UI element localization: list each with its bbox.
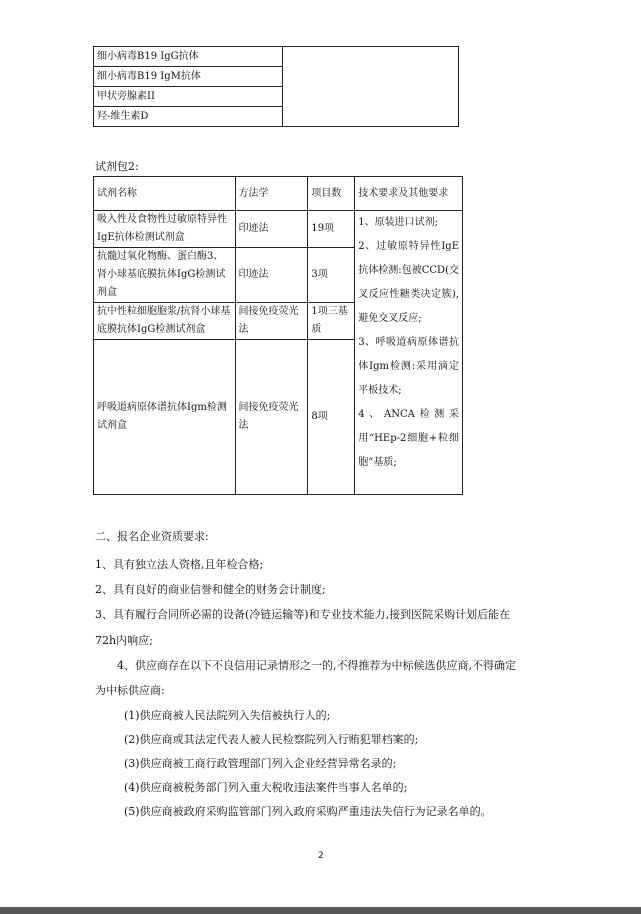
- table-cell: 细小病毒B19 IgM抗体: [94, 67, 283, 87]
- reagent-package-2-table: [93, 176, 463, 495]
- requirement-item: 3、呼吸道病原体谱抗体Igm检测:采用滴定平板技术;: [358, 337, 459, 396]
- table-cell-empty: [282, 47, 459, 127]
- header-count: 项目数: [308, 177, 355, 211]
- package-label: 试剂包2:: [95, 160, 139, 173]
- header-requirements: 技术要求及其他要求: [355, 177, 463, 211]
- reagent-name: 抗髓过氧化物酶、蛋白酶3、肾小球基底膜抗体IgG检测试剂盒: [94, 248, 236, 303]
- reagent-table-continued: [93, 46, 459, 127]
- section-heading: 二、报名企业资质要求:: [95, 530, 209, 543]
- reagent-method: 印迹法: [235, 248, 308, 303]
- table-row: [94, 211, 463, 248]
- reagent-count: 8项: [308, 340, 355, 495]
- sub-requirement: (2)供应商或其法定代表人被人民检察院列入行贿犯罪档案的;: [124, 733, 419, 746]
- table-row: [94, 47, 459, 67]
- sub-requirement: (4)供应商被税务部门列入重大税收违法案件当事人名单的;: [124, 781, 408, 794]
- table-cell: 细小病毒B19 IgG抗体: [94, 47, 283, 67]
- table-header-row: [94, 177, 463, 211]
- requirement-line: 2、具有良好的商业信誉和健全的财务会计制度;: [95, 583, 326, 596]
- page-bottom-edge: [0, 907, 641, 914]
- sub-requirement: (3)供应商被工商行政管理部门列入企业经营异常名录的;: [124, 757, 397, 770]
- reagent-count: 19项: [308, 211, 355, 248]
- requirement-item: 4、ANCA检测采用“HEp-2细胞+粒细胞”基质;: [358, 409, 459, 468]
- reagent-name: 呼吸道病原体谱抗体Igm检测试剂盒: [94, 340, 236, 495]
- requirement-line: 为中标供应商:: [95, 684, 165, 697]
- requirement-line: 1、具有独立法人资格,且年检合格;: [95, 558, 264, 571]
- requirement-item: 1、原装进口试剂;: [358, 217, 438, 228]
- table-cell: 羟-维生素D: [94, 107, 283, 127]
- requirement-line: 72h内响应;: [95, 634, 153, 647]
- reagent-method: 间接免疫荧光法: [235, 340, 308, 495]
- requirement-line: 3、具有履行合同所必需的设备(冷链运输等)和专业技术能力,接到医院采购计划后能在: [95, 608, 511, 621]
- reagent-count: 3项: [308, 248, 355, 303]
- reagent-method: 间接免疫荧光法: [235, 303, 308, 340]
- sub-requirement: (5)供应商被政府采购监管部门列入政府采购严重违法失信行为记录名单的。: [124, 805, 492, 818]
- page-number: 2: [318, 851, 324, 861]
- table-cell: 甲状旁腺素II: [94, 87, 283, 107]
- header-method: 方法学: [235, 177, 308, 211]
- reagent-method: 印迹法: [235, 211, 308, 248]
- reagent-name: 抗中性粒细胞胞浆/抗肾小球基底膜抗体IgG检测试剂盒: [94, 303, 236, 340]
- requirement-line: 4、供应商存在以下不良信用记录情形之一的,不得推荐为中标候选供应商,不得确定: [117, 659, 516, 672]
- requirements-cell: [355, 211, 463, 495]
- requirement-item: 2、过敏原特异性IgE抗体检测:包被CCD(交叉反应性糖类决定簇),避免交叉反应;: [358, 241, 459, 324]
- header-name: 试剂名称: [94, 177, 236, 211]
- reagent-name: 吸入性及食物性过敏原特异性IgE抗体检测试剂盒: [94, 211, 236, 248]
- sub-requirement: (1)供应商被人民法院列入失信被执行人的;: [124, 709, 331, 722]
- reagent-count: 1项三基质: [308, 303, 355, 340]
